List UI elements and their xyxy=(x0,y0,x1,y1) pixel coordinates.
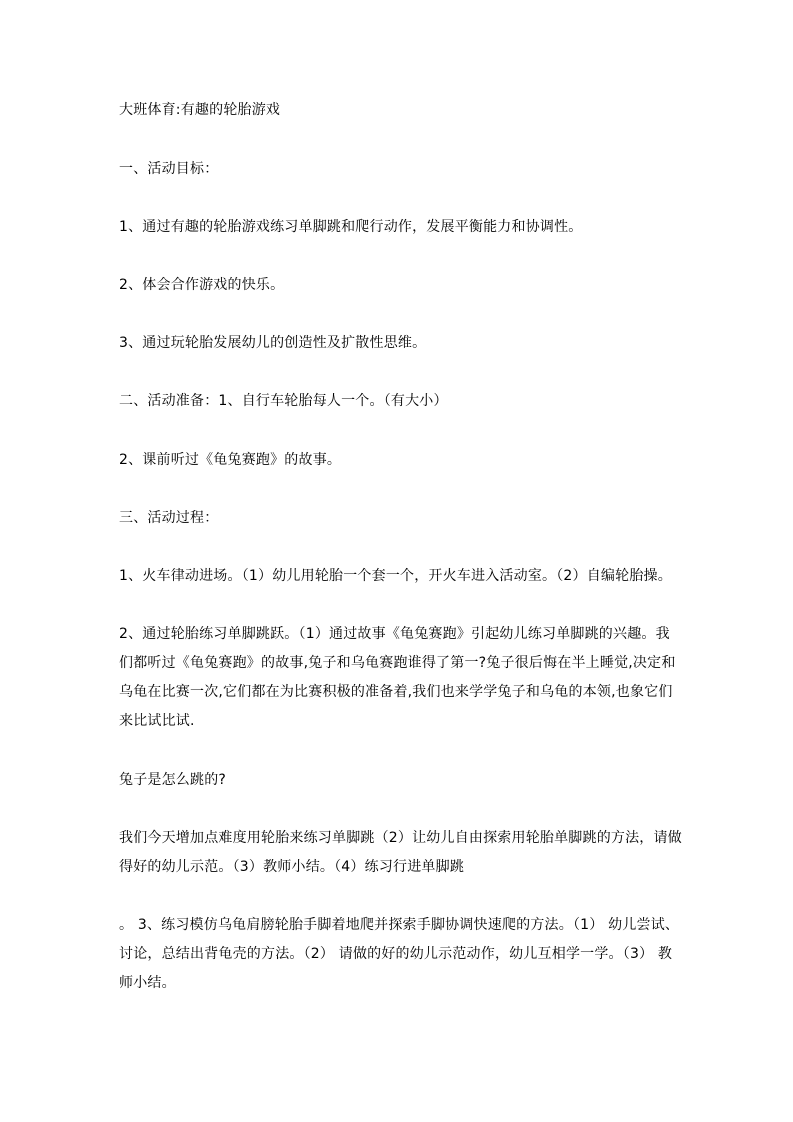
process-step-3 xyxy=(119,911,679,998)
paragraph-line: 师小结。 xyxy=(119,975,176,991)
document-title: 大班体育:有趣的轮胎游戏 xyxy=(119,102,281,118)
paragraph-line: 得好的幼儿示范。（3）教师小结。（4）练习行进单脚跳 xyxy=(119,859,465,875)
paragraph-line: 们都听过《龟兔赛跑》的故事,兔子和乌龟赛跑谁得了第一?兔子很后悔在半上睡觉,决定和 xyxy=(119,655,676,671)
question-line: 兔子是怎么跳的? xyxy=(119,772,227,788)
paragraph-line: 讨论，总结出背龟壳的方法。（2） 请做的好的幼儿示范动作，幼儿互相学一学。（3） 教 xyxy=(119,946,673,962)
paragraph-line: 乌龟在比赛一次,它们都在为比赛积极的准备着,我们也来学学兔子和乌龟的本领,也象它们 xyxy=(119,684,673,700)
preparation-item-1: 二、活动准备：1、自行车轮胎每人一个。（有大小） xyxy=(119,393,448,409)
goal-item-3: 3、通过玩轮胎发展幼儿的创造性及扩散性思维。 xyxy=(119,335,427,351)
process-step-1: 1、火车律动进场。（1）幼儿用轮胎一个套一个，开火车进入活动室。（2）自编轮胎操。 xyxy=(119,568,672,584)
paragraph-line: 2、通过轮胎练习单脚跳跃。（1）通过故事《龟兔赛跑》引起幼儿练习单脚跳的兴趣。我 xyxy=(119,626,670,642)
process-step-2-continued xyxy=(119,824,682,882)
section-heading-process: 三、活动过程： xyxy=(119,510,219,526)
process-step-2 xyxy=(119,620,679,736)
preparation-item-2: 2、课前听过《龟兔赛跑》的故事。 xyxy=(119,452,342,468)
paragraph-line: 来比试比试. xyxy=(119,713,195,729)
goal-item-1: 1、通过有趣的轮胎游戏练习单脚跳和爬行动作，发展平衡能力和协调性。 xyxy=(119,219,583,235)
section-heading-goals: 一、活动目标： xyxy=(119,161,219,177)
goal-item-2: 2、体会合作游戏的快乐。 xyxy=(119,277,285,293)
paragraph-line: 我们今天增加点难度用轮胎来练习单脚跳（2）让幼儿自由探索用轮胎单脚跳的方法，请做 xyxy=(119,830,682,846)
paragraph-line: 。 3、练习模仿乌龟肩膀轮胎手脚着地爬并探索手脚协调快速爬的方法。（1） 幼儿尝试、 xyxy=(119,917,680,933)
